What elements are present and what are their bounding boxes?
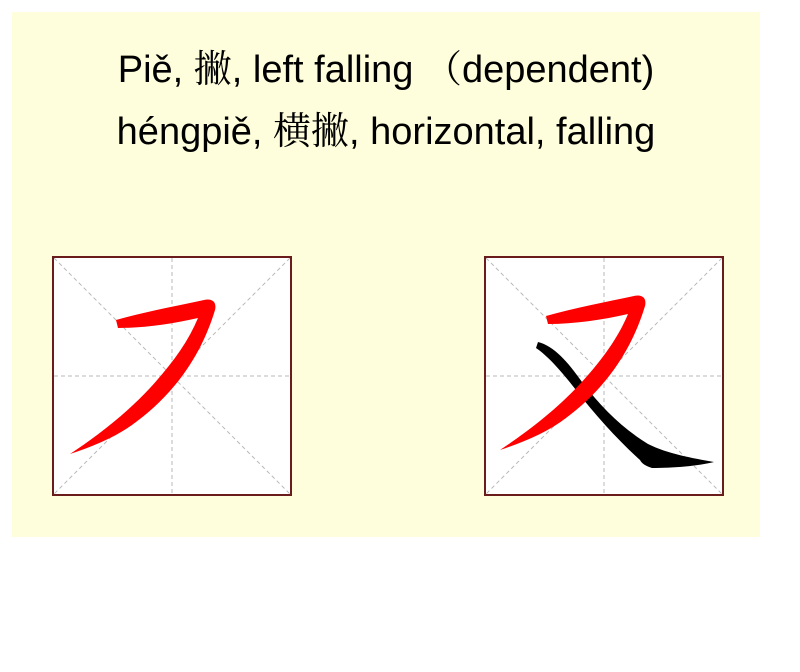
character-you-icon — [486, 258, 722, 494]
stroke-practice-grid — [52, 256, 292, 496]
slide-panel — [12, 12, 760, 537]
heng-pie-stroke-icon — [54, 258, 290, 494]
stroke-title-line-2: héngpiě, 横撇, horizontal, falling — [116, 111, 656, 153]
red-heng-pie-stroke — [70, 299, 215, 454]
stroke-title-line-1: Piě, 撇, left falling （dependent) — [117, 49, 655, 91]
character-practice-grid — [484, 256, 724, 496]
